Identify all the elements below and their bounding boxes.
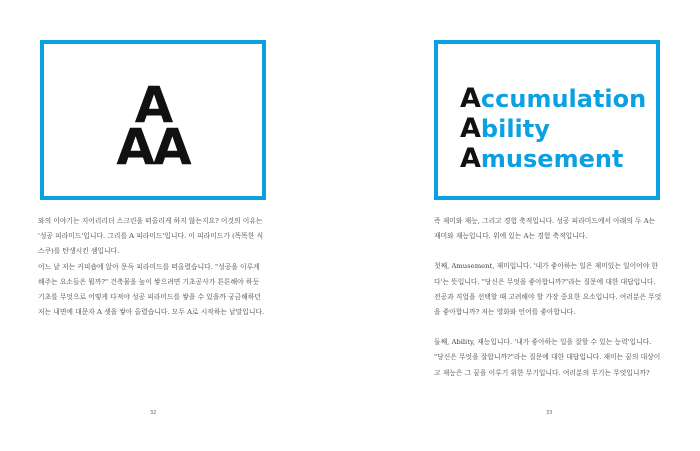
paragraph-gap [434, 244, 662, 259]
pyramid-top-letter: A [134, 76, 172, 134]
right-page [350, 0, 700, 451]
word-rest: bility [480, 115, 550, 143]
word-initial: A [460, 83, 481, 114]
pyramid-bottom-letters: AA [116, 118, 190, 176]
word-rest: ccumulation [480, 85, 647, 113]
word-initial: A [460, 113, 481, 144]
aaa-words-figure [434, 40, 660, 200]
right-paragraph-1: 즉 재미와 재능, 그리고 경험 축적입니다. 성공 피라미드에서 아래의 두 A는 재미와 재능입니다. 위에 있는 A는 경험 축적입니다. [434, 217, 656, 241]
word-accumulation [460, 84, 646, 114]
right-paragraph-2: 첫째, Amusement, 재미입니다. '내가 좋아하는 일은 재미있는 일이어야 한다'는 뜻입니다. "당신은 무엇을 좋아합니까?"라는 질문에 대한 대답입니다. 전공과 직업을 선택할 때 고려해야 할 가장 중요한 요소입니다. 여러분은 무엇을 좋아합니까? 저는 영화와 언어를 좋아합니다. [434, 262, 662, 317]
aaa-pyramid-figure [40, 40, 266, 200]
word-amusement [460, 144, 646, 174]
word-ability [460, 114, 646, 144]
left-paragraph-1: 와의 이야기는 지어리리더 스크린을 떠올리게 하지 않는지요? 이것의 이유는 '성공 피라미드'입니다. 그리를 A 피라미드'입니다. 이 피라미드가 (똑똑한 식스쿠)를 탄생시킨 셈입니다. [38, 217, 264, 256]
word-rest: musement [480, 145, 624, 173]
paragraph-gap [434, 320, 662, 335]
aaa-word-list [460, 84, 646, 174]
right-paragraph-3: 둘째, Ability, 재능입니다. '내가 좋아하는 일을 잘할 수 있는 능력'입니다. "당신은 무엇을 잘합니까?"라는 질문에 대한 대답입니다. 재미는 꿈의 대상이고 재능은 그 꿈을 이루기 위한 무기입니다. 여러분의 무기는 무엇입니까? [434, 338, 661, 377]
left-page-number: 32 [150, 410, 157, 416]
right-page-number: 33 [546, 410, 553, 416]
word-initial: A [460, 143, 481, 174]
left-body-text [38, 214, 266, 320]
left-paragraph-2: 어느 날 저는 커피숍에 앉아 문득 피라미드를 떠올렸습니다. "성공을 이루게 해주는 요소들은 뭘까?" 건축물을 높이 쌓으려면 기초공사가 튼튼해야 하듯 기초를 무엇으로 어떻게 다져야 성공 피라미드를 쌓을 수 있을까 궁금해하던 저는 내면에 대문자 A 셋을 쌓아 올렸습니다. 모두 A로 시작하는 낱말입니다. [38, 262, 265, 317]
right-body-text [434, 214, 662, 381]
